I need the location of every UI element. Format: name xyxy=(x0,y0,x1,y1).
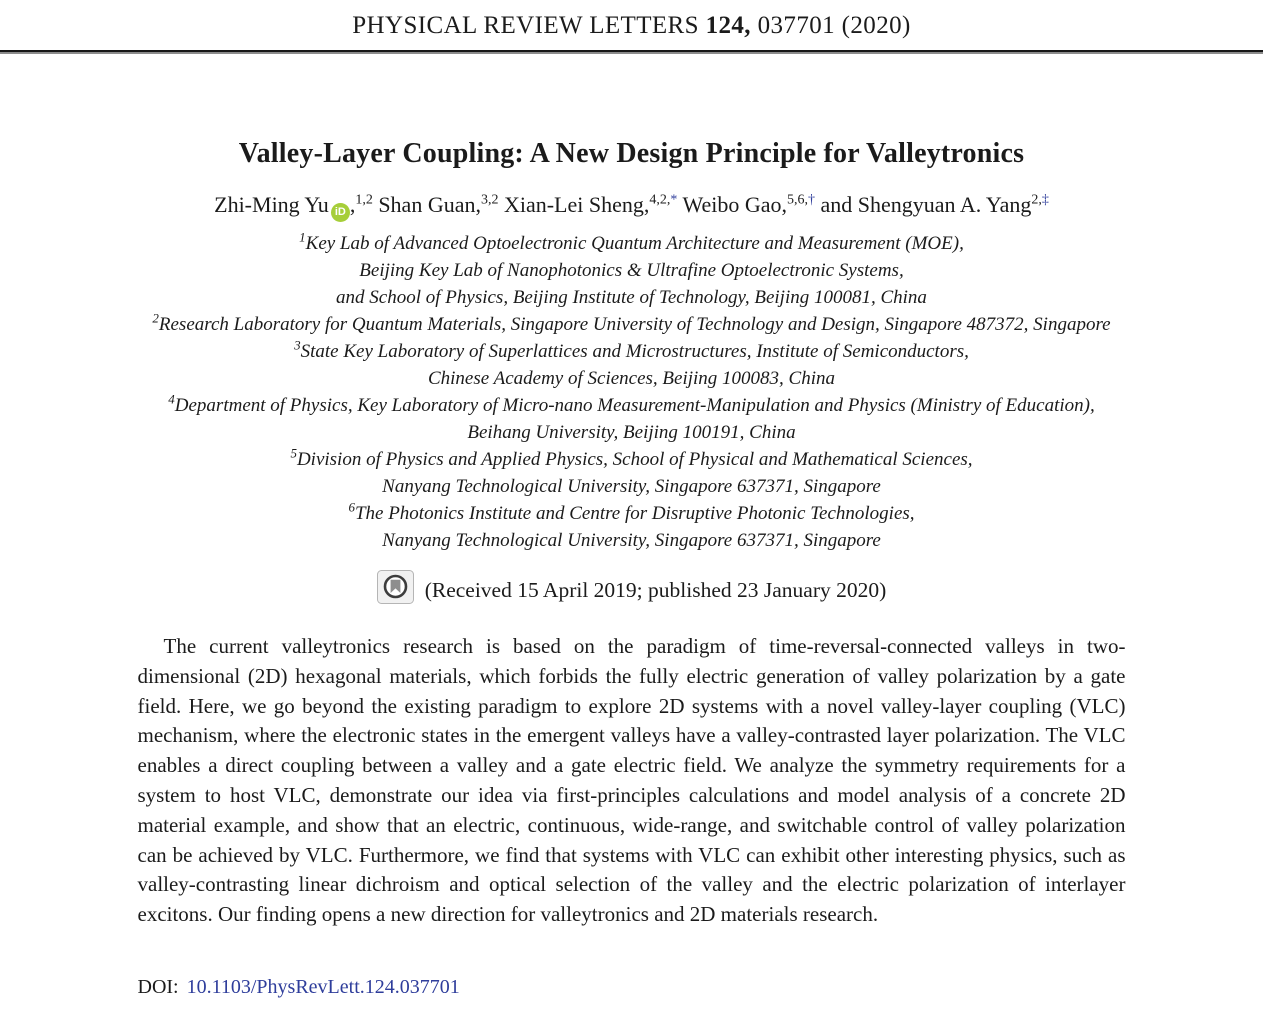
author-superscript: 3,2 xyxy=(480,192,499,208)
author-superscript: 5,6,† xyxy=(787,192,816,208)
received-text: (Received 15 April 2019; published 23 January 2020) xyxy=(424,577,887,602)
affiliation-line: Nanyang Technological University, Singapore 637371, Singapore xyxy=(382,530,881,551)
issue-info: 037701 (2020) xyxy=(757,12,911,39)
received-row xyxy=(0,570,1263,610)
doi-label: DOI: xyxy=(137,975,179,998)
author-superscript: 2,‡ xyxy=(1031,192,1049,208)
affiliation-line: $^3$State Key Laboratory of Superlattices and Microstructures, Institute of Semiconductors, xyxy=(294,337,969,362)
affiliation-line: Beihang University, Beijing 100191, China xyxy=(467,422,796,443)
affiliation-number: 3 xyxy=(294,337,301,353)
affiliation-number: 5 xyxy=(290,445,297,461)
affiliation-line: $^6$The Photonics Institute and Centre for Disruptive Photonic Technologies, xyxy=(348,499,915,524)
doi-row xyxy=(138,976,1126,999)
affiliation-line: Chinese Academy of Sciences, Beijing 100083, China xyxy=(427,368,835,389)
affiliation-line: and School of Physics, Beijing Institute of Technology, Beijing 100081, China xyxy=(336,287,927,308)
affiliation-line: Beijing Key Lab of Nanophotonics & Ultrafine Optoelectronic Systems, xyxy=(359,260,904,281)
affiliation-number: 2 xyxy=(152,310,159,326)
author-name: Xian-Lei Sheng xyxy=(503,192,644,217)
affiliation-number: 4 xyxy=(168,391,175,407)
affiliation-line: $^2$Research Laboratory for Quantum Materials, Singapore University of Technology and Design, Singapore 487372, Singapore xyxy=(152,310,1111,335)
authors-line: Zhi-Ming Yu iD ,$^{1,2}$ Shan Guan,$^{3,2}$ Xian-Lei Sheng,$^{4,2,*}$ Weibo Gao,$^{5,6,\dagger}$ and Shengyuan A. Yang$^{2,\ddagger}$ xyxy=(0,192,1263,222)
affiliations-block xyxy=(0,230,1263,554)
author-name: Shengyuan A. Yang xyxy=(857,192,1032,217)
author-superscript: 1,2 xyxy=(355,192,373,208)
author-footnote-link[interactable]: * xyxy=(670,192,678,208)
author-name: Weibo Gao xyxy=(682,192,782,217)
author-superscript: 4,2,* xyxy=(649,192,678,208)
volume-number: 124, xyxy=(705,12,751,39)
journal-header xyxy=(0,0,1263,40)
author-name: Shan Guan xyxy=(378,192,476,217)
affiliation-line: $^5$Division of Physics and Applied Physics, School of Physical and Mathematical Sciences, xyxy=(290,445,973,470)
paper-title: Valley-Layer Coupling: A New Design Principle for Valleytronics xyxy=(238,138,1025,169)
orcid-icon[interactable]: iD xyxy=(331,203,350,222)
affiliation-number: 1 xyxy=(299,229,306,245)
author-name: Zhi-Ming Yu xyxy=(214,192,329,217)
journal-title: PHYSICAL REVIEW LETTERS xyxy=(352,12,699,39)
affiliation-number: 6 xyxy=(348,499,355,515)
doi-link[interactable]: 10.1103/PhysRevLett.124.037701 xyxy=(186,975,460,998)
header-rule xyxy=(0,50,1263,54)
crossmark-icon[interactable] xyxy=(377,570,414,610)
affiliation-line: Nanyang Technological University, Singapore 637371, Singapore xyxy=(382,476,881,497)
author-footnote-link[interactable]: ‡ xyxy=(1041,192,1049,208)
author-footnote-link[interactable]: † xyxy=(808,192,816,208)
affiliation-line: $^1$Key Lab of Advanced Optoelectronic Quantum Architecture and Measurement (MOE), xyxy=(299,229,964,254)
affiliation-line: $^4$Department of Physics, Key Laboratory of Micro-nano Measurement-Manipulation and Physics (Ministry of Education), xyxy=(168,391,1095,416)
abstract-text: The current valleytronics research is based on the paradigm of time-reversal-connected valleys in two-dimensional (2D) hexagonal materials, which forbids the fully electric generation of valley polarization by a gate field. Here, we go beyond the existing paradigm to explore 2D systems with a novel valley-layer coupling (VLC) mechanism, where the electronic states in the emergent valleys have a valley-contrasted layer polarization. The VLC enables a direct coupling between a valley and a gate electric field. We analyze the symmetry requirements for a system to host VLC, demonstrate our idea via first-principles calculations and model analysis of a concrete 2D material example, and show that an electric, continuous, wide-range, and switchable control of valley polarization can be achieved by VLC. Furthermore, we find that systems with VLC can exhibit other interesting physics, such as valley-contrasting linear dichroism and optical selection of the valley and the electric polarization of interlayer excitons. Our finding opens a new direction for valleytronics and 2D materials research. xyxy=(137,634,1126,927)
